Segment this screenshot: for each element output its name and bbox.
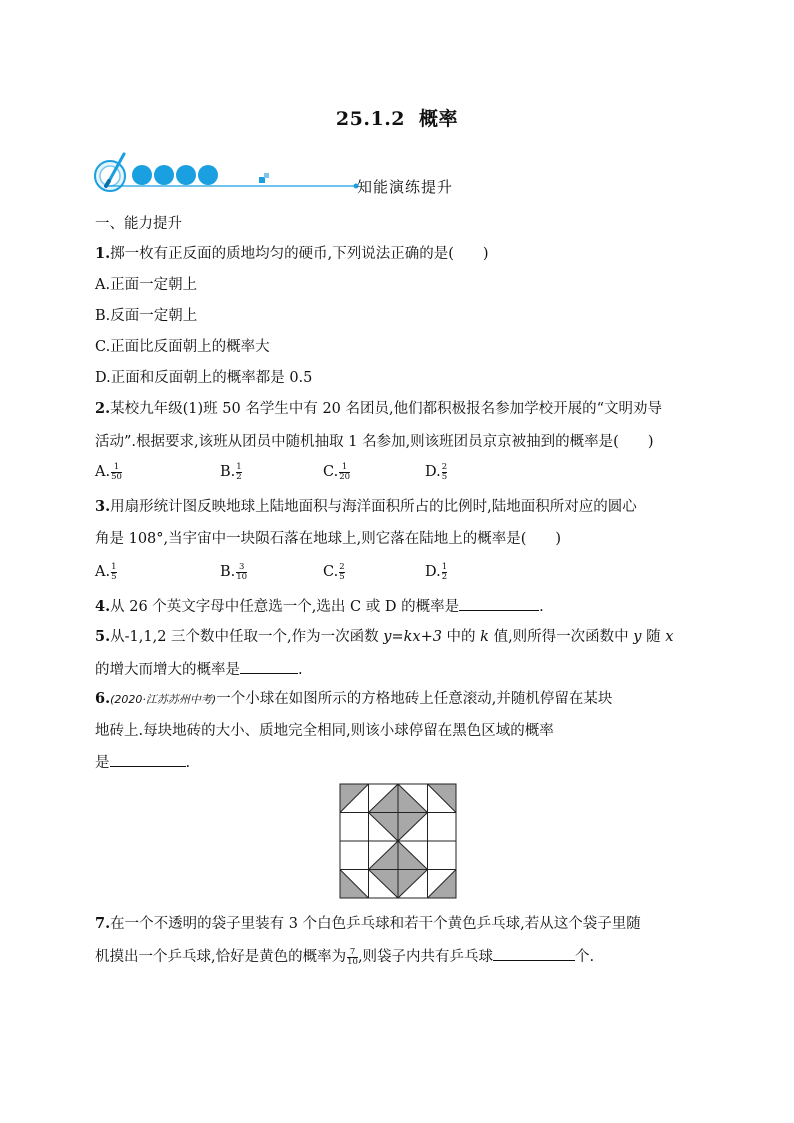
q2-stem-line1 — [95, 399, 662, 419]
q2-option-b: B. $\frac{1}{2}$ — [220, 461, 242, 482]
q1-text: 掷一枚有正反面的质地均匀的硬币,下列说法正确的是( ) — [110, 246, 489, 262]
q5-answer-blank[interactable] — [240, 659, 298, 674]
q2-number: 2. — [95, 400, 111, 417]
q3-option-c: C. $\frac{2}{5}$ — [323, 561, 345, 582]
q1-option-c: C.正面比反面朝上的概率大 — [95, 339, 270, 355]
q7-answer-blank[interactable] — [493, 946, 575, 961]
q6-line2: 地砖上.每块地砖的大小、质地完全相同,则该小球停留在黑色区域的概率 — [95, 723, 554, 739]
q1-stem — [95, 244, 489, 264]
q3-option-a: A. $\frac{1}{5}$ — [95, 561, 117, 582]
title-text: 概率 — [419, 108, 459, 130]
q1-option-a: A.正面一定朝上 — [95, 277, 198, 293]
q1-number: 1. — [95, 245, 111, 262]
q2-option-d: D. $\frac{2}{5}$ — [425, 461, 448, 482]
q1-option-d: D.正面和反面朝上的概率都是 0.5 — [95, 370, 313, 386]
q4-text: 从 26 个英文字母中任意选一个,选出 C 或 D 的概率是 — [110, 599, 460, 615]
q7-stem-line2: 机摸出一个乒乓球,恰好是黄色的概率为 $\frac{7}{10}$ ,则袋子内共有乒乓球 个. — [95, 946, 595, 967]
q5-function: y=kx+3 — [383, 629, 442, 645]
q6-number: 6. — [95, 690, 111, 707]
q5-number: 5. — [95, 628, 111, 645]
q2-line1: 某校九年级(1)班 50 名学生中有 20 名团员,他们都积极报名参加学校开展的“文明劝导 — [110, 401, 663, 417]
section-number: 25.1.2 — [335, 108, 406, 130]
banner-label: 知能演练提升 — [357, 178, 454, 196]
q4-answer-blank[interactable] — [459, 596, 539, 611]
q2-option-a: A. $\frac{1}{50}$ — [95, 461, 122, 482]
banner-decoration — [92, 150, 372, 200]
q2-line2: 活动”.根据要求,该班从团员中随机抽取 1 名参加,则该班团员京京被抽到的概率是( ) — [95, 434, 654, 450]
section-heading: 一、能力提升 — [95, 216, 182, 232]
q5-stem-line1: 5.从-1,1,2 三个数中任取一个,作为一次函数 y=kx+3 中的 k 值,则所得一次函数中 y 随 x — [95, 628, 674, 645]
q5-stem-line2: 的增大而增大的概率是 . — [95, 659, 303, 680]
q4-stem: 4.从 26 个英文字母中任意选一个,选出 C 或 D 的概率是 . — [95, 598, 544, 615]
q3-stem-line1 — [95, 497, 637, 517]
q3-line1: 用扇形统计图反映地球上陆地面积与海洋面积所占的比例时,陆地面积所对应的圆心 — [110, 499, 637, 515]
q6-tile-figure — [339, 783, 457, 899]
q6-answer-blank[interactable] — [110, 752, 186, 767]
q3-number: 3. — [95, 498, 111, 515]
q7-number: 7. — [95, 915, 111, 932]
q3-line2: 角是 108°,当宇宙中一块陨石落在地球上,则它落在陆地上的概率是( ) — [95, 531, 562, 547]
q6-source: (2020·江苏苏州中考) — [110, 693, 217, 706]
q6-stem-line1: 6.(2020·江苏苏州中考)一个小球在如图所示的方格地砖上任意滚动,并随机停留在某块 — [95, 690, 613, 707]
q3-option-d: D. $\frac{1}{2}$ — [425, 561, 448, 582]
q4-number: 4. — [95, 598, 111, 615]
q3-option-b: B. $\frac{3}{10}$ — [220, 561, 248, 582]
q1-option-b: B.反面一定朝上 — [95, 308, 198, 324]
q6-stem-line3: 是 . — [95, 752, 190, 773]
q7-stem-line1: 7.在一个不透明的袋子里装有 3 个白色乒乓球和若干个黄色乒乓球,若从这个袋子里随 — [95, 915, 641, 932]
page-title — [0, 104, 794, 131]
q2-option-c: C. $\frac{1}{20}$ — [323, 461, 351, 482]
banner-dots-icon — [132, 165, 218, 185]
q7-fraction: $\frac{7}{10}$ — [347, 946, 358, 967]
